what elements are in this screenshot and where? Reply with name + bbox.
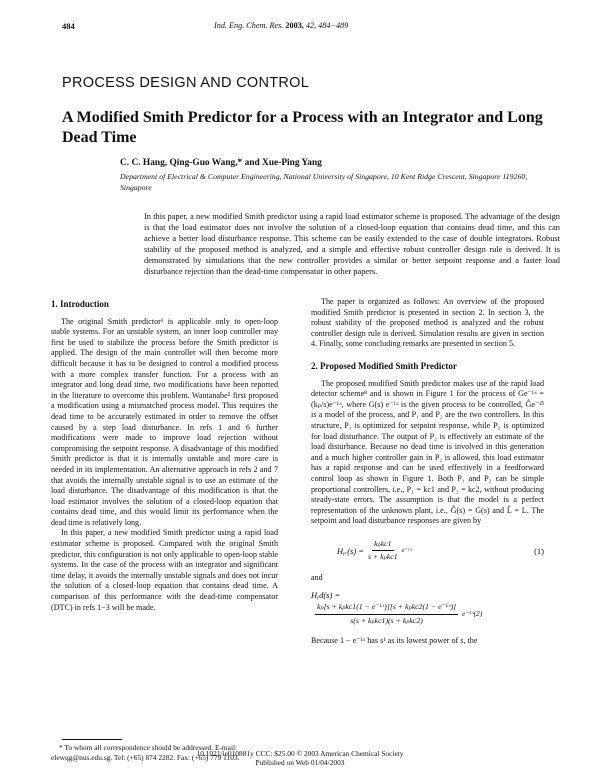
eq2-exponential: e⁻ᴸˢ	[462, 609, 474, 619]
journal-volume-pages: 42, 484−489	[305, 21, 349, 30]
left-column	[51, 297, 278, 613]
right-column	[311, 297, 544, 647]
eq1-number: (1)	[534, 545, 544, 556]
intro-paragraph-1: The original Smith predictor¹ is applicable only to open-loop stable systems. For an unstable system, an inner loop controller may first be used to stabilize the process before the Smith predictor is applied. The design of the main controller will then become more difficult because it has to be designed to control a modified process with a more complex transfer function. For a process with an integrator and long dead time, two modifications have been reported in the literature to overcome this problem. Wantanabe⁵ first proposed a modification using a mismatched process model. This requires the dead time to be accurately estimated in order to remove the offset caused by a step load disturbance. In refs 1 and 6 further modifications were made to improve load rejection without compromising the setpoint response. A disadvantage of this modified Smith predictor is that it is internally unstable and more care is needed in its implementation. An alternative approach in refs 2 and 7 that avoids the internally unstable signal is to use an estimate of the load disturbance. The disadvantage of this modification is that the load estimator involves the solution of a closed-loop equation that contains dead time, and this would limit its performance when the dead time is relatively long.	[51, 316, 278, 527]
footer-doi: 10.1021/ie010881y CCC: $25.00 © 2003 American Chemical Society	[196, 749, 404, 758]
footnote-divider	[62, 739, 122, 740]
eq2-fraction	[315, 602, 458, 626]
affiliation: Department of Electrical & Computer Engineering, National University of Singapore, 10 Kent Ridge Crescent, Singapore 119260, Singapore	[120, 172, 528, 192]
equation-2	[311, 602, 544, 626]
eq1-fraction	[368, 539, 398, 563]
section2-heading: 2. Proposed Modified Smith Predictor	[311, 360, 457, 371]
eq1-exponential: e⁻ᴸˢ	[401, 546, 412, 554]
equation-1	[311, 539, 544, 563]
intro-paragraph-2: In this paper, a new modified Smith predictor using a rapid load estimator scheme is proposed. Compared with the original Smith predictor, this configuration is not only applicable to open-loop stable systems. In the case of the process with an integrator and significant time delay, it avoids the internally unstable signals and does not incur the solution of a closed-loop equation that contains dead time. A comparison of this performance with the dead-time compensator (DTC) in refs 1−3 will be made.	[51, 528, 278, 612]
footer-published: Published on Web 01/04/2003	[255, 758, 345, 767]
eq2-lhs: Hᵧd(s) =	[311, 589, 341, 600]
section-heading: PROCESS DESIGN AND CONTROL	[62, 75, 310, 91]
eq2-denominator: s(s + kₚkc1)(s + kₚkc2)	[350, 615, 423, 625]
page-number: 484	[62, 21, 75, 31]
authors: C. C. Hang, Qing-Guo Wang,* and Xue-Ping Yang	[120, 158, 322, 168]
journal-name: Ind. Eng. Chem. Res.	[214, 21, 284, 30]
footnote-text: * To whom all correspondence should be addressed. E-mail: elewqg@nus.edu.sg. Tel: (+65) 874 2282. Fax: (+65) 779 1103.	[51, 743, 240, 762]
eq1-denominator: s + kₚkc1	[368, 552, 398, 562]
journal-citation	[214, 21, 348, 30]
abstract: In this paper, a new modified Smith predictor using a rapid load estimator scheme is proposed. The advantage of the design is that the load estimator does not involve the solution of a closed-loop equation that contains dead time, and this can achieve a better load disturbance response. This scheme can be easily extended to the case of double integrators. Robust stability of the proposed method is analyzed, and a simple and effective robust controller design rule is derived. It is demonstrated by simulations that the new controller provides a similar or better setpoint response and a faster load disturbance rejection than the dead-time compensator in other papers.	[144, 212, 560, 276]
overview-paragraph: The paper is organized as follows: An overview of the proposed modified Smith predictor is presented in section 2. In section 3, the robust stability of the proposed method is analyzed and the robust controller design rule is derived. Simulation results are given in section 4. Finally, some concluding remarks are presented in section 5.	[311, 297, 544, 349]
paper-title: A Modified Smith Predictor for a Process with an Integrator and Long Dead Time	[62, 109, 543, 146]
journal-year: 2003,	[285, 21, 304, 30]
intro-heading: 1. Introduction	[51, 299, 109, 309]
method-paragraph: The proposed modified Smith predictor makes use of the rapid load detector scheme⁸ and is shown in Figure 1 for the process of Ge⁻ᴸˢ = (kₚ/s)e⁻ᴸˢ, where G(s) e⁻ᴸˢ is the given process to be controlled, Ĝe⁻ᴸ̂ˢ is a model of the process, and P₁ and P₂ are the two controllers. In this structure, P₁ is optimized for setpoint response, while P₂ is optimized for load disturbance. The output of P₂ is effectively an estimate of the load disturbance. Because no dead time is involved in this generation and a much higher controller gain in P₂ is allowed, this load estimator has a rapid response and can be used effectively in a feedforward control loop as shown in Figure 1. Both P₁ and P₂ can be simple proportional controllers, i.e., P₁ = kc1 and P₂ = kc2, without producing steady-state errors. The assumption is that the model is a perfect representation of the unknown plant, i.e., Ĝ(s) = G(s) and L̂ = L. The setpoint and load disturbance responses are given by	[311, 378, 544, 526]
eq2-numerator: kₚ[s + kₚkc1(1 − e⁻ᴸˢ)][s + kₚkc2(1 − e⁻ᴸˢ)]	[315, 602, 458, 615]
eq2-number: (2)	[473, 609, 483, 619]
eq1-numerator: kₚkc1	[372, 539, 393, 552]
closing-line: Because 1 − e⁻ᴸˢ has s¹ as its lowest power of s, the	[311, 636, 478, 646]
and-text: and	[311, 573, 323, 583]
eq1-lhs: Hᵧᵣ(s) =	[337, 545, 365, 556]
